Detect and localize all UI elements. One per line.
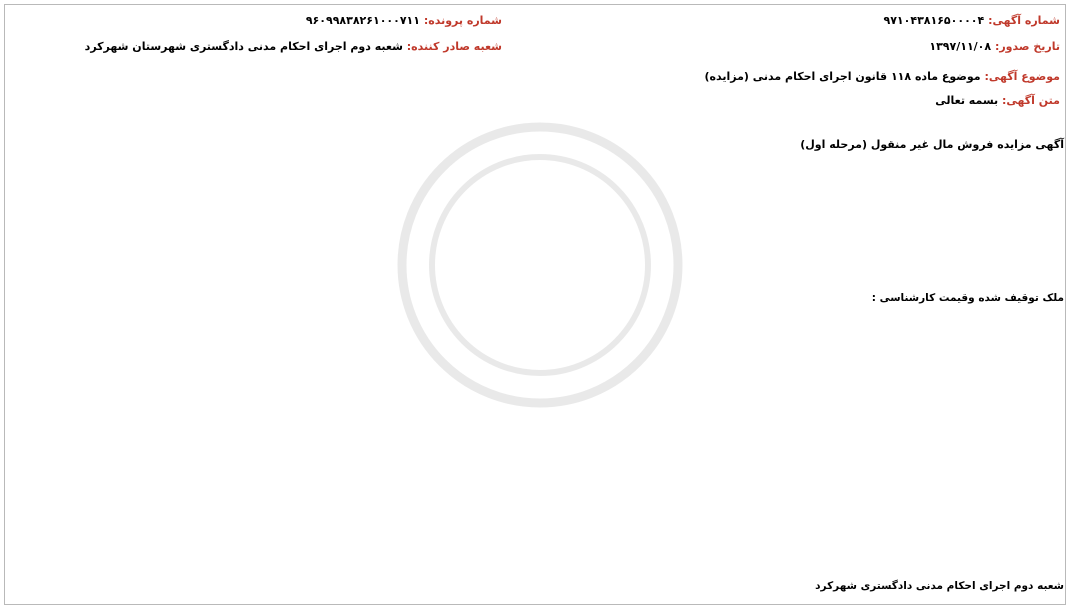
subject-value: موضوع ماده ۱۱۸ قانون اجرای احکام مدنی (مزایده) [704, 70, 981, 83]
notice-text-opening: بسمه تعالی [935, 94, 999, 107]
issuer [85, 40, 502, 53]
paragraph-2 [14, 334, 1064, 370]
notice-number-label: شماره آگهی: [988, 14, 1060, 27]
issue-date-value: ۱۳۹۷/۱۱/۰۸ [929, 40, 992, 53]
file-number [306, 14, 502, 27]
notice-number-value: ۹۷۱۰۴۳۸۱۶۵۰۰۰۰۴ [883, 14, 985, 27]
file-number-value: ۹۶۰۹۹۸۳۸۲۶۱۰۰۰۷۱۱ [305, 14, 420, 27]
paragraph-1 [14, 156, 1064, 262]
notice-number [884, 14, 1061, 27]
issuer-label: شعبه صادر کننده: [406, 40, 502, 53]
notice-text-label: متن آگهی: [1002, 94, 1060, 107]
section-heading: ملک توقیف شده وقیمت کارشناسی : [871, 292, 1064, 304]
signature: شعبه دوم اجرای احکام مدنی دادگستری شهرکرد [815, 580, 1064, 592]
notice-text-intro [935, 94, 1060, 107]
issuer-value: شعبه دوم اجرای احکام مدنی دادگستری شهرستان شهرکرد [84, 40, 403, 53]
file-number-label: شماره پرونده: [423, 14, 502, 27]
notice-title: آگهی مزایده فروش مال غیر منقول (مرحله اول) [800, 138, 1064, 151]
issue-date [929, 40, 1060, 53]
paragraph-3 [14, 390, 1064, 426]
subject [704, 70, 1060, 83]
subject-label: موضوع آگهی: [984, 70, 1060, 83]
issue-date-label: تاریخ صدور: [994, 40, 1060, 53]
